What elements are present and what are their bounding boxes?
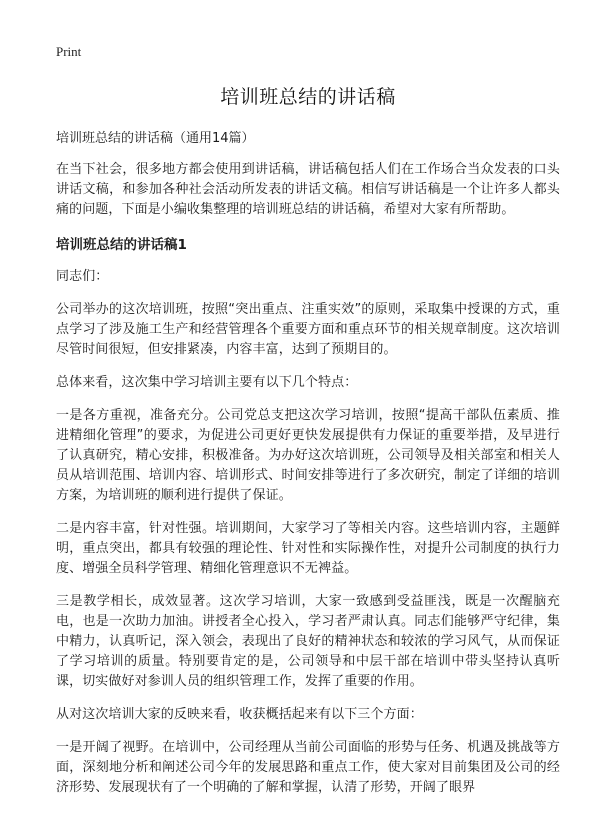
body-paragraph: 同志们： — [56, 269, 109, 284]
section-heading: 培训班总结的讲话稿1 — [56, 237, 187, 253]
document-subtitle: 培训班总结的讲话稿（通用14篇） — [56, 131, 255, 146]
body-paragraph: 一是各方重视，准备充分。公司党总支把这次学习培训，按照“提高干部队伍素质、推进精细化管理”的要求，为促进公司更好更快发展提供有力保证的重要举措，及早进行了认真研究，精心安排，积极准备。为办好这次培训班，公司领导及相关部室和相关人员从培训范围、培训内容、培训形式、时间安排等进行了多次研究，制定了详细的培训方案，为培训班的顺利进行提供了保证。 — [56, 408, 560, 503]
body-paragraph: 公司举办的这次培训班，按照“突出重点、注重实效”的原则，采取集中授课的方式，重点学习了涉及施工生产和经营管理各个重要方面和重点环节的相关规章制度。这次培训尽管时间很短，但安排紧凑，内容丰富，达到了预期目的。 — [56, 302, 560, 357]
body-paragraph: 二是内容丰富，针对性强。培训期间，大家学习了等相关内容。这些培训内容，主题鲜明，重点突出，都具有较强的理论性、针对性和实际操作性，对提升公司制度的执行力度、增强全员科学管理、精细化管理意识不无裨益。 — [56, 521, 560, 576]
print-link[interactable]: Print — [56, 44, 82, 59]
body-paragraph: 三是教学相长，成效显著。这次学习培训，大家一致感到受益匪浅，既是一次醒脑充电，也是一次助力加油。讲授者全心投入，学习者严肃认真。同志们能够严守纪律，集中精力，认真听记，深入领会，表现出了良好的精神状态和较浓的学习风气，从而保证了学习培训的质量。特别要肯定的是，公司领导和中层干部在培训中带头坚持认真听课，切实做好对参训人员的组织管理工作，发挥了重要的作用。 — [56, 594, 560, 689]
body-paragraph: 从对这次培训大家的反映来看，收获概括起来有以下三个方面： — [56, 707, 423, 722]
page-title: 培训班总结的讲话稿 — [220, 86, 396, 108]
body-paragraph: 总体来看，这次集中学习培训主要有以下几个特点： — [56, 375, 358, 390]
body-paragraph: 一是开阔了视野。在培训中，公司经理从当前公司面临的形势与任务、机遇及挑战等方面，深刻地分析和阐述公司今年的发展思路和重点工作，使大家对目前集团及公司的经济形势、发展现状有了一个明确的了解和掌握，认清了形势，开阔了眼界 — [56, 740, 560, 795]
intro-paragraph: 在当下社会，很多地方都会使用到讲话稿，讲话稿包括人们在工作场合当众发表的口头讲话文稿，和参加各种社会活动所发表的讲话文稿。相信写讲话稿是一个让许多人都头痛的问题，下面是小编收集整理的培训班总结的讲话稿，希望对大家有所帮助。 — [56, 162, 560, 217]
